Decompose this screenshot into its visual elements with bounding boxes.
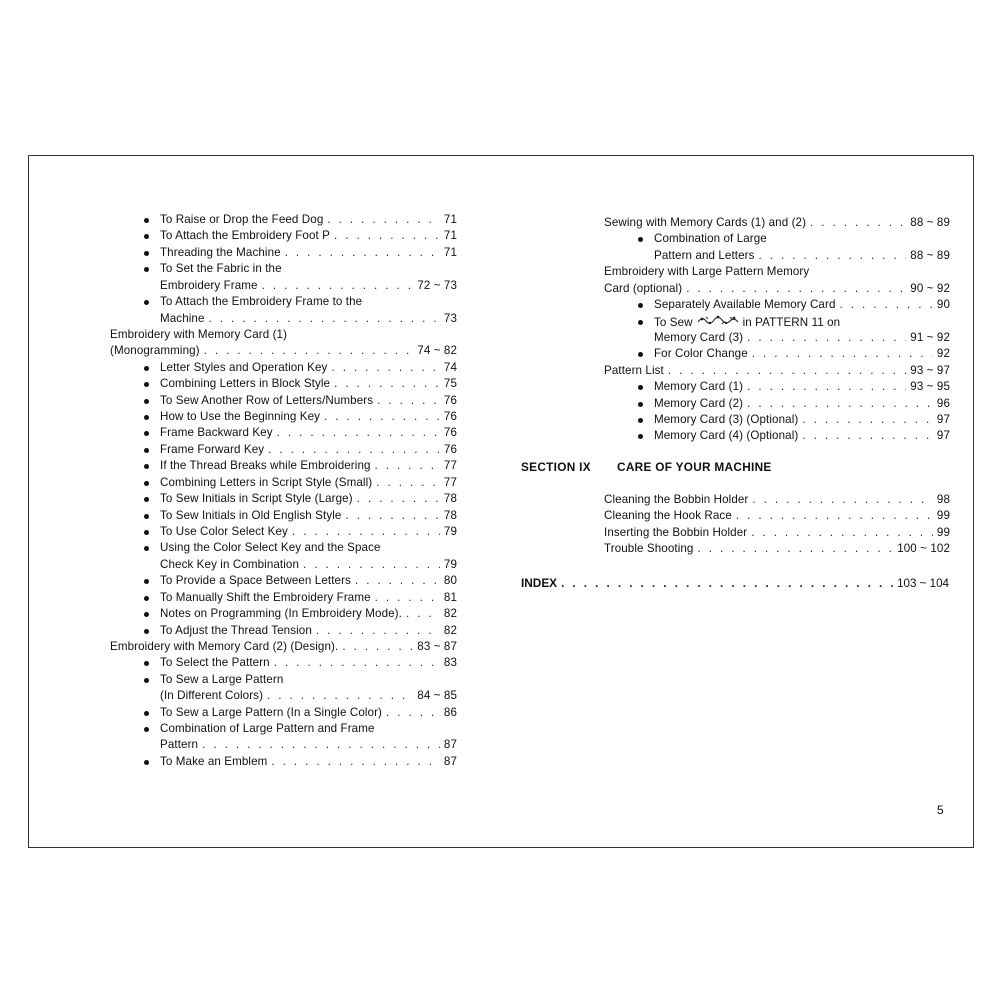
toc-entry[interactable] xyxy=(160,573,457,589)
entry-page: 73 xyxy=(443,311,457,325)
leader-dots xyxy=(752,492,932,508)
leader-dots xyxy=(202,737,440,753)
leader-dots xyxy=(204,343,414,359)
entry-text: For Color Change xyxy=(654,347,748,361)
entry-page: 87 xyxy=(443,738,457,752)
leader-dots xyxy=(271,754,440,770)
entry-text: Embroidery with Memory Card (2) (Design). xyxy=(110,639,339,653)
leader-dots xyxy=(752,346,933,362)
bullet-dot-icon xyxy=(144,727,149,732)
leader-dots xyxy=(316,623,440,639)
entry-text: Inserting the Bobbin Holder xyxy=(604,525,748,539)
entry-page: 77 xyxy=(443,459,457,473)
entry-text: To Sew a Large Pattern xyxy=(160,672,284,686)
entry-page: 82 xyxy=(443,607,457,621)
index-entry[interactable] xyxy=(521,575,949,591)
entry-text: Frame Backward Key xyxy=(160,426,273,440)
leader-dots xyxy=(697,541,893,557)
leader-dots xyxy=(751,525,933,541)
bullet-dot-icon xyxy=(144,448,149,453)
toc-entry[interactable] xyxy=(160,655,457,671)
leader-dots xyxy=(561,575,893,591)
toc-entry[interactable] xyxy=(160,524,457,540)
toc-entry[interactable] xyxy=(110,327,457,343)
bullet-dot-icon xyxy=(144,530,149,535)
leader-dots xyxy=(357,491,440,507)
entry-page: 98 xyxy=(936,493,950,506)
toc-entry[interactable] xyxy=(654,248,950,264)
leader-dots xyxy=(331,360,439,376)
toc-entry[interactable] xyxy=(160,590,457,606)
leader-dots xyxy=(345,508,439,524)
section-label: SECTION IX xyxy=(521,460,591,474)
toc-entry[interactable] xyxy=(654,346,950,362)
entry-text: Cleaning the Hook Race xyxy=(604,509,732,523)
entry-page: 97 xyxy=(936,429,950,443)
entry-page: 93 ~ 97 xyxy=(910,363,950,377)
entry-page: 75 xyxy=(443,377,457,391)
entry-text: Pattern xyxy=(160,738,199,752)
entry-page: 91 ~ 92 xyxy=(910,330,950,344)
entry-text: To Sew a Large Pattern (In a Single Color) xyxy=(160,705,383,719)
toc-entry[interactable] xyxy=(654,428,950,444)
entry-page: 88 ~ 89 xyxy=(910,248,950,262)
entry-page: 82 xyxy=(443,623,457,637)
entry-text: Notes on Programming (In Embroidery Mode). xyxy=(160,607,402,621)
leader-dots xyxy=(375,590,440,606)
toc-entry[interactable] xyxy=(160,212,457,228)
entry-page: 78 xyxy=(443,492,457,506)
toc-entry[interactable] xyxy=(160,360,457,376)
toc-entry[interactable] xyxy=(160,606,457,622)
entry-page: 88 ~ 89 xyxy=(910,216,950,229)
entry-page: 93 ~ 95 xyxy=(910,380,950,394)
toc-entry[interactable] xyxy=(160,540,457,556)
toc-entry[interactable] xyxy=(654,379,950,395)
entry-text-continued: in PATTERN 11 on xyxy=(742,315,841,329)
bullet-dot-icon xyxy=(144,481,149,486)
toc-entry[interactable] xyxy=(160,688,457,704)
entry-text: Memory Card (1) xyxy=(654,380,744,394)
entry-text: Combination of Large xyxy=(654,232,767,246)
entry-page: 76 xyxy=(443,393,457,407)
toc-entry[interactable] xyxy=(160,508,457,524)
toc-entry[interactable] xyxy=(160,294,457,310)
entry-text: Check Key in Combination xyxy=(160,557,300,571)
entry-text: Letter Styles and Operation Key xyxy=(160,360,328,374)
leader-dots xyxy=(267,688,413,704)
toc-entry[interactable] xyxy=(160,261,457,277)
entry-page: 90 ~ 92 xyxy=(910,281,950,295)
toc-entry[interactable] xyxy=(160,278,457,294)
leader-dots xyxy=(686,281,906,297)
bullet-dot-icon xyxy=(144,678,149,683)
bullet-dot-icon xyxy=(144,218,149,223)
bullet-dot-icon xyxy=(638,418,643,423)
entry-text: Embroidery with Memory Card (1) xyxy=(110,327,288,341)
toc-entry[interactable] xyxy=(604,215,950,231)
toc-entry[interactable] xyxy=(160,672,457,688)
toc-entry[interactable] xyxy=(160,754,457,770)
toc-entry[interactable] xyxy=(160,475,457,491)
entry-page: 100 ~ 102 xyxy=(897,542,950,556)
bullet-dot-icon xyxy=(144,711,149,716)
toc-entry[interactable] xyxy=(160,557,457,573)
leader-dots xyxy=(327,212,440,228)
toc-entry[interactable] xyxy=(604,541,950,557)
section-heading xyxy=(521,460,772,474)
entry-page: 78 xyxy=(443,508,457,522)
entry-text: Pattern and Letters xyxy=(654,248,755,262)
toc-entry[interactable] xyxy=(604,363,950,379)
toc-entry[interactable] xyxy=(160,491,457,507)
leader-dots xyxy=(759,248,907,264)
leader-dots xyxy=(840,297,933,313)
entry-text: Combining Letters in Script Style (Small) xyxy=(160,475,373,489)
entry-text: To Sew xyxy=(654,315,693,329)
entry-page: 72 ~ 73 xyxy=(417,278,457,292)
toc-entry[interactable] xyxy=(604,508,950,524)
toc-entry[interactable] xyxy=(160,705,457,721)
entry-text: Embroidery Frame xyxy=(160,278,258,292)
entry-text: To Raise or Drop the Feed Dog xyxy=(160,213,324,226)
leader-dots xyxy=(277,425,440,441)
toc-entry[interactable] xyxy=(654,330,950,346)
entry-text: Machine xyxy=(160,311,205,325)
bullet-dot-icon xyxy=(144,596,149,601)
entry-text: Threading the Machine xyxy=(160,245,281,259)
leader-dots xyxy=(386,705,440,721)
leader-dots xyxy=(376,475,440,491)
entry-page: 74 ~ 82 xyxy=(417,344,457,358)
entry-text: Using the Color Select Key and the Space xyxy=(160,541,381,555)
toc-entry[interactable] xyxy=(160,623,457,639)
index-page: 103 ~ 104 xyxy=(897,577,949,590)
entry-text: Card (optional) xyxy=(604,281,683,295)
entry-text: (Monogramming) xyxy=(110,344,200,358)
entry-page: 80 xyxy=(443,574,457,588)
leader-dots xyxy=(262,278,414,294)
toc-entry[interactable] xyxy=(160,376,457,392)
leader-dots xyxy=(377,393,440,409)
toc-entry[interactable] xyxy=(160,245,457,261)
entry-text: Embroidery with Large Pattern Memory xyxy=(604,265,810,279)
entry-text: To Set the Fabric in the xyxy=(160,262,282,276)
entry-text: To Sew Initials in Script Style (Large) xyxy=(160,492,353,506)
entry-page: 74 xyxy=(443,360,457,374)
entry-text: Cleaning the Bobbin Holder xyxy=(604,493,749,506)
bullet-dot-icon xyxy=(144,514,149,519)
toc-entry[interactable] xyxy=(604,281,950,297)
entry-page: 81 xyxy=(443,590,457,604)
leader-dots xyxy=(668,363,906,379)
leader-dots xyxy=(736,508,933,524)
leader-dots xyxy=(285,245,440,261)
entry-text: If the Thread Breaks while Embroidering xyxy=(160,459,371,473)
page-number: 5 xyxy=(937,803,944,817)
entry-page: 99 xyxy=(936,525,950,539)
leader-dots xyxy=(303,557,440,573)
entry-page: 76 xyxy=(443,426,457,440)
entry-page: 76 xyxy=(443,410,457,424)
entry-page: 97 xyxy=(936,413,950,427)
entry-text: To Select the Pattern xyxy=(160,656,270,670)
leader-dots xyxy=(802,428,933,444)
entry-text: To Sew Another Row of Letters/Numbers xyxy=(160,393,374,407)
bullet-dot-icon xyxy=(638,320,643,325)
bullet-dot-icon xyxy=(144,629,149,634)
entry-page: 76 xyxy=(443,442,457,456)
toc-entry[interactable] xyxy=(110,639,457,655)
entry-page: 71 xyxy=(443,229,457,243)
toc-entry[interactable] xyxy=(160,228,457,244)
entry-page: 92 xyxy=(936,347,950,361)
entry-text: To Use Color Select Key xyxy=(160,524,288,538)
leader-dots xyxy=(334,228,440,244)
leader-dots xyxy=(334,376,440,392)
entry-page: 84 ~ 85 xyxy=(417,689,457,703)
entry-page: 86 xyxy=(443,705,457,719)
toc-entry[interactable] xyxy=(654,314,950,330)
entry-text: Trouble Shooting xyxy=(604,542,694,556)
leader-dots xyxy=(324,409,440,425)
leader-dots xyxy=(810,215,906,231)
entry-page: 71 xyxy=(443,213,457,226)
entry-page: 83 xyxy=(443,656,457,670)
entry-page: 71 xyxy=(443,245,457,259)
leader-dots xyxy=(406,606,440,622)
toc-entry[interactable] xyxy=(160,409,457,425)
toc-entry[interactable] xyxy=(160,393,457,409)
toc-entry[interactable] xyxy=(654,412,950,428)
entry-text: To Manually Shift the Embroidery Frame xyxy=(160,590,371,604)
entry-text: To Attach the Embroidery Frame to the xyxy=(160,295,363,309)
bullet-dot-icon xyxy=(638,402,643,407)
toc-entry[interactable] xyxy=(604,264,950,280)
entry-page: 87 xyxy=(443,754,457,768)
entry-text: Combination of Large Pattern and Frame xyxy=(160,722,375,736)
leader-dots xyxy=(268,442,440,458)
leader-dots xyxy=(747,379,906,395)
toc-entry[interactable] xyxy=(160,458,457,474)
entry-page: 77 xyxy=(443,475,457,489)
entry-page: 79 xyxy=(443,524,457,538)
entry-text: Memory Card (3) (Optional) xyxy=(654,413,799,427)
toc-entry[interactable] xyxy=(604,525,950,541)
leader-dots xyxy=(802,412,933,428)
toc-entry[interactable] xyxy=(160,737,457,753)
entry-page: 99 xyxy=(936,509,950,523)
entry-text: To Attach the Embroidery Foot P xyxy=(160,229,331,243)
leader-dots xyxy=(375,458,440,474)
entry-text: Memory Card (4) (Optional) xyxy=(654,429,799,443)
entry-text: Frame Forward Key xyxy=(160,442,265,456)
toc-entry[interactable] xyxy=(160,442,457,458)
entry-text: Pattern List xyxy=(604,363,664,377)
entry-page: 96 xyxy=(936,396,950,410)
leader-dots xyxy=(292,524,440,540)
entry-text: To Adjust the Thread Tension xyxy=(160,623,312,637)
leader-dots xyxy=(747,396,933,412)
floral-pattern-icon xyxy=(696,314,740,326)
leader-dots xyxy=(209,311,440,327)
toc-entry[interactable] xyxy=(604,492,950,508)
entry-page: 90 xyxy=(936,298,950,312)
entry-text: (In Different Colors) xyxy=(160,689,264,703)
bullet-dot-icon xyxy=(144,415,149,420)
entry-text: To Sew Initials in Old English Style xyxy=(160,508,342,522)
leader-dots xyxy=(747,330,906,346)
entry-text: Sewing with Memory Cards (1) and (2) xyxy=(604,216,807,229)
toc-entry[interactable] xyxy=(654,231,950,247)
entry-text: Combining Letters in Block Style xyxy=(160,377,331,391)
leader-dots xyxy=(355,573,440,589)
leader-dots xyxy=(342,639,413,655)
bullet-dot-icon xyxy=(144,366,149,371)
entry-page: 83 ~ 87 xyxy=(417,639,457,653)
leader-dots xyxy=(274,655,440,671)
entry-text: To Provide a Space Between Letters xyxy=(160,574,351,588)
entry-text: Separately Available Memory Card xyxy=(654,298,836,312)
toc-entry[interactable] xyxy=(654,297,950,313)
section-title: CARE OF YOUR MACHINE xyxy=(617,460,772,474)
bullet-dot-icon xyxy=(144,760,149,765)
entry-text: To Make an Emblem xyxy=(160,754,268,768)
toc-entry[interactable] xyxy=(110,343,457,359)
index-label: INDEX xyxy=(521,576,558,590)
entry-text: Memory Card (3) xyxy=(654,330,744,344)
entry-text: Memory Card (2) xyxy=(654,396,744,410)
toc-entry[interactable] xyxy=(160,721,457,737)
entry-page: 79 xyxy=(443,557,457,571)
bullet-dot-icon xyxy=(144,399,149,404)
toc-entry[interactable] xyxy=(160,425,457,441)
bullet-dot-icon xyxy=(144,251,149,256)
toc-entry[interactable] xyxy=(654,396,950,412)
entry-text: How to Use the Beginning Key xyxy=(160,410,321,424)
toc-entry[interactable] xyxy=(160,311,457,327)
